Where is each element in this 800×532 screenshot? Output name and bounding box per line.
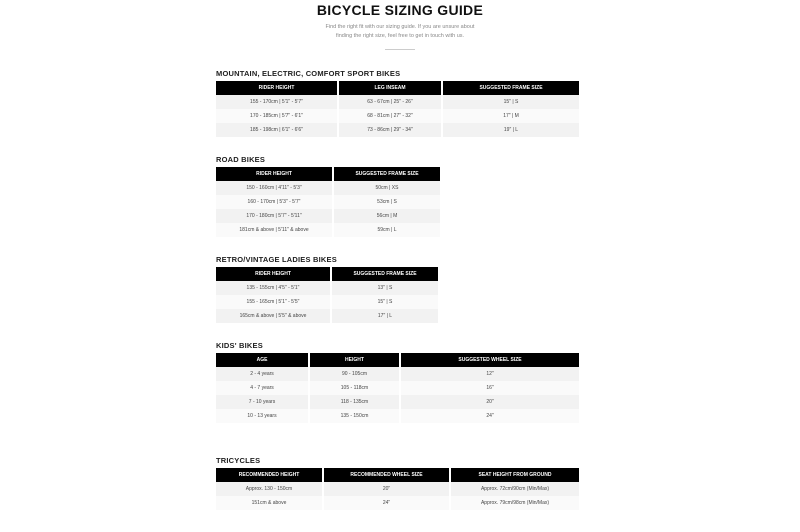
table-cell: 170 - 185cm | 5'7" - 6'1"	[216, 109, 337, 123]
table-cell: 170 - 180cm | 5'7" - 5'11"	[216, 209, 332, 223]
sizing-table-retro	[214, 267, 440, 323]
section-title: KIDS' BIKES	[216, 341, 263, 350]
column-header: SUGGESTED FRAME SIZE	[334, 167, 440, 181]
table-cell: 63 - 67cm | 25" - 26"	[339, 95, 441, 109]
table-cell: 20"	[401, 395, 579, 409]
table-cell: 4 - 7 years	[216, 381, 308, 395]
table-row	[216, 367, 579, 381]
column-header: RECOMMENDED WHEEL SIZE	[324, 468, 449, 482]
table-cell: 15" | S	[443, 95, 579, 109]
table-cell: 13" | S	[332, 281, 438, 295]
table-cell: 135 - 155cm | 4'5" - 5'1"	[216, 281, 330, 295]
table-row	[216, 95, 579, 109]
table-row	[216, 223, 440, 237]
table-cell: 10 - 13 years	[216, 409, 308, 423]
table-cell: 90 - 105cm	[310, 367, 399, 381]
column-header: HEIGHT	[310, 353, 399, 367]
column-header: RECOMMENDED HEIGHT	[216, 468, 322, 482]
table-cell: 15" | S	[332, 295, 438, 309]
table-cell: 56cm | M	[334, 209, 440, 223]
table-cell: 68 - 81cm | 27" - 32"	[339, 109, 441, 123]
sizing-table-road	[214, 167, 442, 237]
table-cell: 17" | L	[332, 309, 438, 323]
table-row	[216, 482, 579, 496]
section-tricycles	[216, 455, 581, 510]
section-title: RETRO/VINTAGE LADIES BIKES	[216, 255, 337, 264]
table-cell: 160 - 170cm | 5'3" - 5'7"	[216, 195, 332, 209]
section-retro	[216, 254, 440, 323]
table-header-row	[216, 353, 579, 367]
table-cell: 105 - 118cm	[310, 381, 399, 395]
section-road	[216, 154, 442, 237]
table-cell: 118 - 135cm	[310, 395, 399, 409]
table-cell: 20"	[324, 482, 449, 496]
column-header: SEAT HEIGHT FROM GROUND	[451, 468, 579, 482]
sizing-table-tricycles	[214, 468, 581, 510]
title-divider	[385, 49, 415, 50]
table-cell: 19" | L	[443, 123, 579, 137]
table-cell: 12"	[401, 367, 579, 381]
table-cell: 150 - 160cm | 4'11" - 5'3"	[216, 181, 332, 195]
table-cell: 155 - 165cm | 5'1" - 5'5"	[216, 295, 330, 309]
table-cell: 151cm & above	[216, 496, 322, 510]
table-row	[216, 181, 440, 195]
table-cell: 155 - 170cm | 5'1" - 5'7"	[216, 95, 337, 109]
table-header-row	[216, 81, 579, 95]
table-row	[216, 395, 579, 409]
sizing-table-mountain	[214, 81, 581, 137]
sizing-table-kids	[214, 353, 581, 423]
column-header: SUGGESTED WHEEL SIZE	[401, 353, 579, 367]
table-cell: 185 - 198cm | 6'1" - 6'6"	[216, 123, 337, 137]
table-cell: Approx. 72cm/90cm (Min/Max)	[451, 482, 579, 496]
column-header: RIDER HEIGHT	[216, 167, 332, 181]
table-row	[216, 409, 579, 423]
section-kids	[216, 340, 581, 423]
table-row	[216, 209, 440, 223]
table-header-row	[216, 167, 440, 181]
column-header: AGE	[216, 353, 308, 367]
column-header: SUGGESTED FRAME SIZE	[332, 267, 438, 281]
table-cell: 24"	[401, 409, 579, 423]
table-cell: 2 - 4 years	[216, 367, 308, 381]
column-header: RIDER HEIGHT	[216, 267, 330, 281]
section-mountain	[216, 68, 581, 137]
table-cell: 16"	[401, 381, 579, 395]
intro-line: Find the right fit with our sizing guide. If you are unsure about	[325, 24, 475, 30]
table-cell: 165cm & above | 5'5" & above	[216, 309, 330, 323]
table-cell: 53cm | S	[334, 195, 440, 209]
section-title: MOUNTAIN, ELECTRIC, COMFORT SPORT BIKES	[216, 69, 401, 78]
table-cell: 24"	[324, 496, 449, 510]
table-header-row	[216, 267, 438, 281]
page-title: BICYCLE SIZING GUIDE	[316, 2, 484, 18]
column-header: RIDER HEIGHT	[216, 81, 337, 95]
table-row	[216, 496, 579, 510]
table-row	[216, 123, 579, 137]
table-cell: Approx. 130 - 150cm	[216, 482, 322, 496]
table-row	[216, 381, 579, 395]
section-title: TRICYCLES	[216, 456, 261, 465]
intro-text	[300, 23, 500, 41]
column-header: LEG INSEAM	[339, 81, 441, 95]
table-cell: 135 - 150cm	[310, 409, 399, 423]
table-row	[216, 295, 438, 309]
table-cell: 59cm | L	[334, 223, 440, 237]
table-cell: 181cm & above | 5'11" & above	[216, 223, 332, 237]
table-row	[216, 109, 579, 123]
table-row	[216, 281, 438, 295]
section-title: ROAD BIKES	[216, 155, 266, 164]
table-cell: 50cm | XS	[334, 181, 440, 195]
table-row	[216, 195, 440, 209]
column-header: SUGGESTED FRAME SIZE	[443, 81, 579, 95]
table-cell: 7 - 10 years	[216, 395, 308, 409]
table-header-row	[216, 468, 579, 482]
table-cell: 17" | M	[443, 109, 579, 123]
table-cell: Approx. 79cm/98cm (Min/Max)	[451, 496, 579, 510]
table-cell: 73 - 86cm | 29" - 34"	[339, 123, 441, 137]
table-row	[216, 309, 438, 323]
intro-line: finding the right size, feel free to get in touch with us.	[335, 33, 465, 39]
